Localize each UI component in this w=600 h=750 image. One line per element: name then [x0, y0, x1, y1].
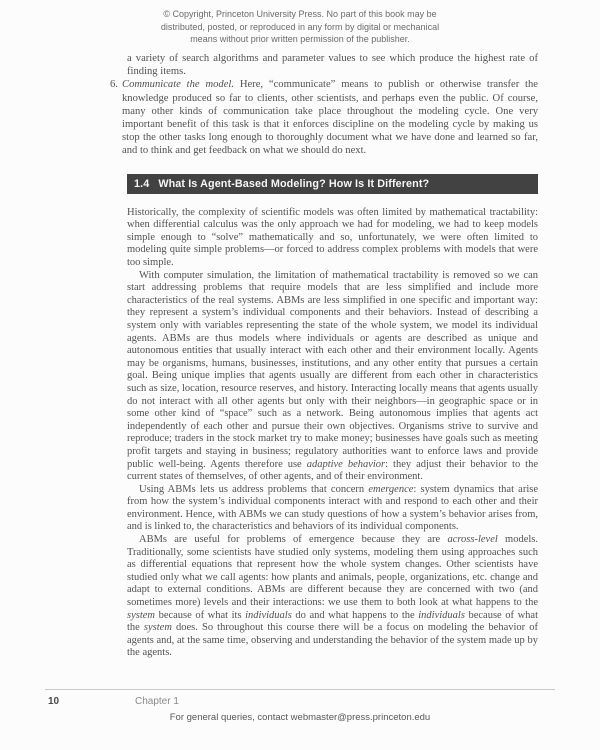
queries-note: For general queries, contact webmaster@press.princeton.edu — [169, 712, 431, 723]
chapter-label: Chapter 1 — [135, 696, 179, 707]
copyright-line: distributed, posted, or reproduced in any form by digital or mechanical — [160, 21, 440, 32]
section-number: 1.4 — [134, 177, 150, 190]
list-item-continuation: a variety of search algorithms and parameter values to see which produce the highest rate of finding items. — [127, 53, 538, 78]
section-heading-bar — [127, 174, 538, 194]
paragraph: ABMs are useful for problems of emergence because they are across-level models. Traditionally, some scientists have studied only systems, modeling them using approaches such as differential equations that represent how the whole system changes. Other scientists have studied only what we call agents: how plants and animals, people, organizations, etc. change and adapt to external conditions. ABMs are different because they are concerned with two (and sometimes more) levels and their interactions: we use them to both look at what happens to the system because of what its individuals do and what happens to the individuals because of what the system does. So throughout this course there will be a focus on modeling the behavior of agents and, at the same time, observing and understanding the behavior of the system made up by the agents. — [127, 534, 539, 659]
page-number: 10 — [48, 696, 60, 707]
footer-divider — [45, 689, 555, 690]
copyright-line: © Copyright, Princeton University Press. No part of this book may be — [163, 9, 437, 19]
list-item-text: Communicate the model. Here, “communicate” means to publish or otherwise transfer the knowledge produced so far to clients, other scientists, and perhaps even the public. Of course, many other kinds of communication take place throughout the modeling cycle. One very important benefit of this task is that it enforces discipline on the modeling cycle by making us stop the other tasks long enough to thoroughly document what we have done and learned so far, and to think and get feedback on what we should do next. — [122, 79, 539, 157]
copyright-notice — [0, 8, 600, 46]
paragraph: Using ABMs lets us address problems that concern emergence: system dynamics that arise from how the system’s individual components interact with and respond to each other and their environment. Hence, with ABMs we can study questions of how a system’s behavior arises from, and is linked to, the characteristics and behaviors of its individual components. — [127, 483, 538, 533]
paragraph: Historically, the complexity of scientific models was often limited by mathematical tractability: when differential calculus was the only approach we had for modeling, we had to keep models simple enough to “solve” mathematically and so, unfortunately, we were often limited to modeling quite simple problems—or forced to address complex problems with models that were too simple. — [127, 206, 538, 268]
list-item — [110, 78, 539, 157]
list-item-number: 6. — [110, 79, 118, 91]
body-paragraphs — [127, 207, 538, 660]
copyright-line: means without prior written permission of the publisher. — [190, 34, 410, 44]
section-title: What Is Agent-Based Modeling? How Is It Different? — [158, 177, 430, 190]
paragraph: With computer simulation, the limitation of mathematical tractability is removed so we can start addressing problems that require models that are less simplified and include more characteristics of the real systems. ABMs are less simplified in one specific and important way: they represent a system’s individual components and their behaviors. Instead of describing a system only with variables representing the state of the whole system, we model its individual agents. ABMs are thus models where individuals or agents are described as unique and autonomous entities that usually interact with each other and their environment locally. Agents may be organisms, humans, businesses, institutions, and any other entity that pursues a certain goal. Being unique implies that agents usually are different from each other in characteristics such as size, location, resource reserves, and history. Interacting locally means that agents usually do not interact with all other agents but only with their neighbors—in geographic space or in some other kind of “space” such as a network. Being autonomous implies that agents act independently of each other and pursue their own objectives. Organisms strive to survive and reproduce; traders in the stock market try to make money; businesses have goals such as meeting profit targets and staying in business; regulatory authorities want to enforce laws and provide public well-being. Agents therefore use adaptive behavior: they adjust their behavior to the current states of themselves, of other agents, and of their environment. — [127, 269, 539, 483]
text-column — [110, 52, 539, 660]
